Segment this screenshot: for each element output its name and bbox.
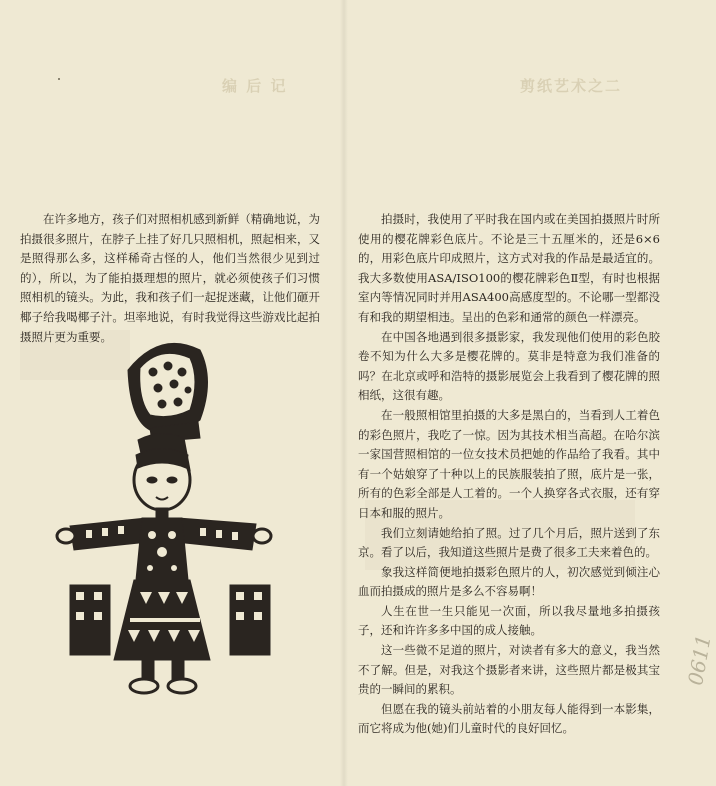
head: [134, 433, 190, 518]
handwritten-page-mark: 0611: [683, 632, 716, 688]
paragraph: 在中国各地遇到很多摄影家，我发现他们使用的彩色胶卷不知为什么大多是樱花牌的。莫非是特意为我们准备的吗？在北京或呼和浩特的摄影展览会上我看到了樱花牌的照相纸，这很有趣。: [358, 329, 660, 403]
paragraph: 人生在世一生只能见一次面，所以我尽量地多拍摄孩子，还和许许多多中国的成人接触。: [358, 603, 660, 638]
paragraph: 在许多地方，孩子们对照相机感到新鲜（精确地说，为拍摄很多照片，在脖子上挂了好几只照相机，照起相来，又是照得那么多，这样稀奇古怪的人，他们当然很少见到过的），所以，为了能拍摄理想的照片，就必须使孩子们习惯照相机的镜头。为此，我和孩子们一起捉迷藏，让他们砸开椰子给我喝椰子汁。坦率地说，有时我觉得这些游戏比起拍摄照片更为重要。: [20, 212, 320, 344]
paragraph: 拍摄时，我使用了平时我在国内或在美国拍摄照片时所使用的樱花牌彩色底片。不论是三十五厘米的，还是6×6的，用彩色底片印成照片，这方式对我的作品是最适宜的。我大多数使用ASA/ISO100的樱花牌彩色Ⅱ型，有时也根据室内等情况同时并用ASA400高感度型的。不论哪一型都没有和我的期望相违。呈出的色彩和通常的颜色一样漂亮。: [358, 212, 660, 324]
skirt: [114, 580, 210, 660]
paragraph: 在一般照相馆里拍摄的大多是黑白的，当看到人工着色的彩色照片，我吃了一惊。因为其技术相当高超。在哈尔滨一家国营照相馆的一位女技术员把她的作品给了我看。其中有一个姑娘穿了十种以上的民族服装拍了照，底片是一张，所有的色彩全部是人工着的。一个人换穿各式衣服，还有穿日本和服的照片。: [358, 407, 660, 520]
paragraph: 但愿在我的镜头前站着的小朋友每人能得到一本影集，而它将成为他(她)们儿童时代的良好回忆。: [358, 701, 660, 736]
speck: [58, 78, 60, 80]
paragraph: 我们立刻请她给拍了照。过了几个月后，照片送到了东京。看了以后，我知道这些照片是费了很多工夫来着色的。: [358, 525, 660, 560]
paper-cut-illustration: [50, 330, 290, 710]
paragraph: 这一些微不足道的照片，对读者有多大的意义，我当然不了解。但是，对我这个摄影者来讲，这些照片都是极其宝贵的一瞬间的累积。: [358, 643, 660, 697]
torso: [136, 518, 188, 580]
right-text-column: [358, 210, 660, 739]
bleed-through-header-right: 剪纸艺术之二: [520, 77, 623, 95]
page-gutter: [340, 0, 348, 786]
bleed-through-header-left: 编 后 记: [222, 77, 288, 95]
paragraph: 象我这样简便地拍摄彩色照片的人，初次感觉到倾注心血而拍摄成的照片是多么不容易啊！: [358, 564, 660, 599]
jar: [128, 343, 208, 442]
legs: [130, 660, 196, 693]
left-text-column: [20, 210, 320, 347]
